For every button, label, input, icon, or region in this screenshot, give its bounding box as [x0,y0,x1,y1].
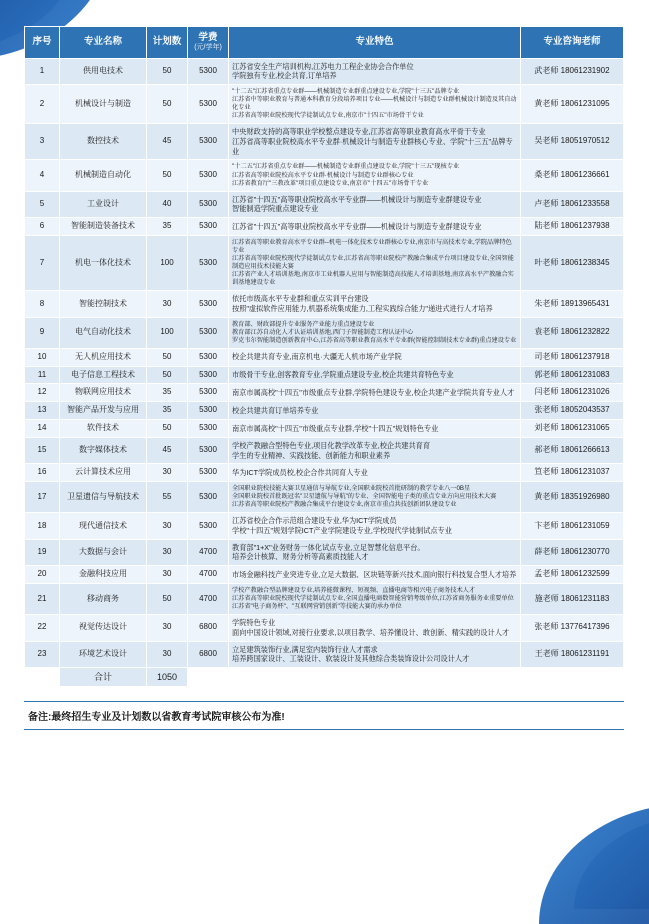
cell-major-feature [229,513,521,539]
cell-plan-count: 30 [147,513,188,539]
feature-line: 校企共建共育订单培养专业 [232,405,319,415]
cell-tuition-fee: 6800 [188,615,229,641]
cell-advisor-contact: 施老师 18061231183 [521,583,624,614]
cell-seq: 14 [25,420,60,438]
cell-advisor-contact: 朱老师 18913965431 [521,291,624,317]
table-row [25,539,624,565]
cell-tuition-fee: 5300 [188,85,229,124]
footer-note: 备注:最终招生专业及计划数以省教育考试院审核公布为准! [24,701,624,730]
cell-plan-count: 50 [147,348,188,366]
feature-line: 面向中国设计领域,对接行业要求,以项目教学、培养懂设计、敢创新、精实践的设计人才 [232,627,510,637]
total-label: 合计 [60,668,147,687]
feature-text-block [232,424,517,434]
cell-major-name: 移动商务 [60,583,147,614]
cell-tuition-fee: 5300 [188,366,229,384]
cell-major-feature [229,539,521,565]
feature-line: "十二五"江苏省重点专业群——机械制造专业群重点建设专业,学院"十三五"品牌专业 [232,88,460,96]
total-blank-cell [229,668,521,687]
feature-line: 学校产教融合型特色专业,项目化教学改革专业,校企共建共育育 [232,440,431,450]
feature-line: 江苏省高等职业院校现代学徒制试点专业,南京市"十四五"市场骨干专业 [232,112,424,120]
cell-major-name: 软件技术 [60,420,147,438]
cell-major-feature [229,366,521,384]
feature-text-block [232,222,517,232]
total-row [25,668,624,687]
cell-major-name: 电气自动化技术 [60,317,147,348]
cell-seq: 19 [25,539,60,565]
feature-line: "十二五"江苏省重点专业群——机械制造专业群重点建设专业,学院"十三五"现核专业 [232,163,460,171]
cell-major-name: 大数据与会计 [60,539,147,565]
feature-line: 南京市属高校"十四五"市级重点专业群,学校"十四五"规划特色专业 [232,423,439,433]
cell-plan-count: 35 [147,384,188,402]
table-row [25,366,624,384]
table-header [25,27,624,59]
feature-line: 江苏省"十四五"高等职业院校高水平专业群——机械设计与制造专业群建设专业 [232,194,482,204]
cell-major-feature [229,58,521,84]
column-header-teacher: 专业咨询老师 [521,27,624,59]
feature-text-block [232,645,517,664]
feature-text-block [232,587,517,611]
cell-advisor-contact: 叶老师 18061238345 [521,235,624,290]
feature-line: 江苏省"电子商务杯"、"互联网营销创新"等技能大赛的承办单位 [232,603,402,611]
feature-line: 教育部江苏自动化人才认证培训基地,西门子智能制造工程认证中心 [232,328,414,336]
feature-line: 学校"十四五"规划学院ICT产业学院建设专业,学校现代学徒制试点专业 [232,526,452,536]
cell-advisor-contact: 张老师 13776417396 [521,615,624,641]
cell-tuition-fee: 5300 [188,402,229,420]
feature-text-block [232,543,517,562]
feature-line: 依托市级高水平专业群和重点实训平台建设 [232,294,369,304]
cell-plan-count: 50 [147,160,188,191]
feature-text-block [232,127,517,156]
feature-text-block [232,239,517,287]
feature-line: 江苏省安全生产培训机构,江苏电力工程企业协会合作单位 [232,61,414,71]
cell-seq: 11 [25,366,60,384]
cell-advisor-contact: 闫老师 18061231026 [521,384,624,402]
table-row [25,218,624,236]
feature-text-block [232,62,517,81]
cell-seq: 10 [25,348,60,366]
feature-text-block [232,163,517,187]
cell-tuition-fee: 5300 [188,384,229,402]
cell-seq: 12 [25,384,60,402]
cell-major-name: 金融科技应用 [60,566,147,584]
cell-tuition-fee: 5300 [188,420,229,438]
cell-plan-count: 50 [147,58,188,84]
cell-tuition-fee: 5300 [188,291,229,317]
feature-line: 罗克韦尔智能制造创新教育中心,江苏省高等职业教育高水平专业群(智能控制制技术专业群)重点建设专业 [232,336,517,344]
cell-major-name: 工业设计 [60,191,147,217]
feature-line: 全国职业院校技能大赛卫星通信与导航专业,全国职业院校首批研制的教学专业八一0B星 [232,485,471,493]
cell-tuition-fee: 4700 [188,566,229,584]
feature-text-block [232,468,517,478]
feature-line: 中央财政支持的高等职业学校整点建设专业,江苏省高等职业教育高水平骨干专业 [232,127,486,137]
cell-major-feature [229,583,521,614]
cell-major-name: 智能控制技术 [60,291,147,317]
cell-major-name: 云计算技术应用 [60,464,147,482]
cell-major-feature [229,191,521,217]
feature-line: 江苏省高等职业院校高水平专业群·机械设计与制造专业群核心专业 [232,171,414,179]
cell-major-name: 物联网应用技术 [60,384,147,402]
table-row [25,641,624,667]
cell-plan-count: 30 [147,641,188,667]
cell-seq: 9 [25,317,60,348]
feature-line: 智能制造学院重点建设专业 [232,204,319,214]
feature-text-block [232,352,517,362]
cell-advisor-contact: 袁老师 18061232822 [521,317,624,348]
table-row [25,566,624,584]
cell-major-name: 机电一体化技术 [60,235,147,290]
feature-text-block [232,485,517,509]
feature-text-block [232,570,517,580]
feature-line: 江苏省"十四五"高等职业院校高水平专业群——机械设计与制造专业群建设专业 [232,221,482,231]
feature-line: 江苏省高等职业院校高水平专业群·机械设计与制造专业群核心专业、学院"十三五"品牌专业 [232,137,513,156]
column-header-name: 专业名称 [60,27,147,59]
feature-line: 江苏省高等职业院校产教融合集成平台建设专业,南京市重点共技创新团队建设专业 [232,501,457,509]
cell-major-feature [229,482,521,513]
cell-tuition-fee: 6800 [188,641,229,667]
cell-tuition-fee: 5300 [188,513,229,539]
cell-plan-count: 100 [147,235,188,290]
cell-major-name: 环境艺术设计 [60,641,147,667]
cell-plan-count: 30 [147,291,188,317]
page-content [24,26,624,730]
cell-seq: 3 [25,124,60,160]
cell-major-feature [229,317,521,348]
cell-tuition-fee: 5300 [188,482,229,513]
cell-tuition-fee: 5300 [188,348,229,366]
table-body [25,58,624,687]
column-header-seq: 序号 [25,27,60,59]
cell-seq: 20 [25,566,60,584]
cell-tuition-fee: 5300 [188,235,229,290]
table-row [25,482,624,513]
table-row [25,235,624,290]
cell-major-name: 电子信息工程技术 [60,366,147,384]
cell-advisor-contact: 薛老师 18061230770 [521,539,624,565]
cell-advisor-contact: 桑老师 18061236661 [521,160,624,191]
cell-major-feature [229,384,521,402]
cell-plan-count: 30 [147,539,188,565]
table-row [25,420,624,438]
cell-advisor-contact: 张老师 18052043537 [521,402,624,420]
table-row [25,160,624,191]
cell-plan-count: 50 [147,366,188,384]
table-row [25,384,624,402]
cell-major-name: 数控技术 [60,124,147,160]
feature-line: 江苏省教育厅"三教改革"项目重点建设专业,南京市"十四五"市场骨干专业 [232,179,429,187]
feature-line: 江苏省中等职业教育与普通本科教育分段培养项目专业——机械设计与制造专业群机械设计制造及其自动化专业 [232,96,517,112]
cell-major-feature [229,420,521,438]
feature-line: 江苏省高等职业院校现代学徒制试点专业,江苏省高等职业院校产教融合集成平台项目建设专业,全国智能制造应用技术技能大赛 [232,255,514,271]
total-blank-cell [25,668,60,687]
column-header-plan: 计划数 [147,27,188,59]
cell-plan-count: 35 [147,402,188,420]
cell-tuition-fee: 5300 [188,124,229,160]
table-row [25,317,624,348]
cell-tuition-fee: 4700 [188,583,229,614]
cell-seq: 16 [25,464,60,482]
feature-line: 江苏省产业人才培训基地,南京市工业机器人应用与智能制造高技能人才培训基地,南京高水平产教融合实训基地建设专业 [232,271,514,287]
cell-major-name: 视觉传达设计 [60,615,147,641]
feature-line: 南京市属高校"十四五"市级重点专业群,学院特色建设专业,校企共建产业学院共育专业人才 [232,388,515,398]
feature-text-block [232,88,517,120]
cell-advisor-contact: 刘老师 18061231065 [521,420,624,438]
feature-text-block [232,321,517,345]
cell-tuition-fee: 5300 [188,437,229,463]
cell-major-feature [229,641,521,667]
feature-line: 学校产教融合型品牌建设专业,培养能微课程、短视频、直播电商等相兴电子商务技术人才 [232,586,476,594]
cell-tuition-fee: 5300 [188,317,229,348]
cell-advisor-contact: 吴老师 18051970512 [521,124,624,160]
feature-text-block [232,516,517,535]
table-row [25,58,624,84]
feature-text-block [232,441,517,460]
cell-plan-count: 30 [147,615,188,641]
table-row [25,124,624,160]
table-row [25,85,624,124]
cell-plan-count: 45 [147,437,188,463]
feature-line: 学生的专业精神、实践技能、创新能力和职业素养 [232,450,391,460]
cell-major-name: 卫星遗信与导航技术 [60,482,147,513]
feature-line: 市级骨干专业,创客教育专业,学院重点建设专业,校企共建共育特色专业 [232,370,454,380]
cell-plan-count: 50 [147,85,188,124]
cell-advisor-contact: 陆老师 18061237938 [521,218,624,236]
cell-advisor-contact: 卢老师 18061233558 [521,191,624,217]
cell-major-feature [229,124,521,160]
cell-seq: 6 [25,218,60,236]
feature-line: 全国职业院校首批既冠名"卫星遗航与导航"的专业、全国智能电子类的重点专业方向应用技术大赛 [232,493,497,501]
cell-plan-count: 50 [147,583,188,614]
cell-plan-count: 45 [147,124,188,160]
feature-line: 按照"虚拟软件应用能力,机器系统集成能力,工程实践综合能力"递进式进行人才培养 [232,303,493,313]
cell-major-feature [229,437,521,463]
cell-advisor-contact: 卞老师 18061231059 [521,513,624,539]
cell-major-name: 无人机应用技术 [60,348,147,366]
feature-line: 培养会计核算、财务分析等高素质技能人才 [232,552,369,562]
table-row [25,291,624,317]
cell-major-feature [229,402,521,420]
table-row [25,348,624,366]
cell-tuition-fee: 5300 [188,191,229,217]
cell-plan-count: 30 [147,566,188,584]
table-row [25,615,624,641]
feature-line: 培养跨国家设计、工装设计、软装设计及其他综合类装饰设计公司设计人才 [232,654,470,664]
cell-plan-count: 40 [147,191,188,217]
cell-major-feature [229,218,521,236]
table-row [25,191,624,217]
column-header-fee-line1: 学费 [198,32,218,43]
cell-major-feature [229,160,521,191]
cell-advisor-contact: 司老师 18061237918 [521,348,624,366]
cell-major-name: 现代通信技术 [60,513,147,539]
feature-line: 学院独有专业,校企共育,订单培养 [232,71,337,81]
cell-major-name: 供用电技术 [60,58,147,84]
cell-advisor-contact: 郝老师 18061266613 [521,437,624,463]
cell-major-feature [229,291,521,317]
table-row [25,464,624,482]
feature-text-block [232,618,517,637]
table-row [25,583,624,614]
cell-major-name: 机械设计与制造 [60,85,147,124]
feature-text-block [232,195,517,214]
cell-major-name: 数字媒体技术 [60,437,147,463]
cell-tuition-fee: 5300 [188,464,229,482]
table-row [25,513,624,539]
feature-line: 教育部"1+X"业务财务一体化试点专业,立足智慧化信息平台。 [232,542,425,552]
cell-tuition-fee: 4700 [188,539,229,565]
column-header-fee [188,27,229,59]
cell-plan-count: 100 [147,317,188,348]
feature-line: 江苏省高等职业院校现代学徒制试点专业,全国直播电商数智能营销考级单位,江苏省商务服务业重要单位 [232,595,514,603]
cell-plan-count: 55 [147,482,188,513]
cell-seq: 7 [25,235,60,290]
feature-line: 华为ICT学院成员校,校企合作共同育人专业 [232,467,368,477]
cell-seq: 22 [25,615,60,641]
cell-seq: 18 [25,513,60,539]
table-row [25,437,624,463]
cell-seq: 4 [25,160,60,191]
cell-major-name: 智能产品开发与应用 [60,402,147,420]
feature-text-block [232,370,517,380]
cell-seq: 1 [25,58,60,84]
cell-major-name: 智能制造装备技术 [60,218,147,236]
feature-text-block [232,388,517,398]
cell-seq: 5 [25,191,60,217]
cell-advisor-contact: 王老师 18061231191 [521,641,624,667]
feature-text-block [232,294,517,313]
cell-tuition-fee: 5300 [188,58,229,84]
cell-plan-count: 50 [147,420,188,438]
cell-advisor-contact: 武老师 18061231902 [521,58,624,84]
column-header-feature: 专业特色 [229,27,521,59]
header-row [25,27,624,59]
feature-line: 江苏省校企合作示范组合建设专业,华为ICT学院成员 [232,516,397,526]
feature-line: 江苏省高等职业教育高水平专业群--机电一体化技术专业群核心专业,南京市与高技术专业,学院品牌特色专业 [232,238,512,254]
cell-advisor-contact: 黄老师 18351926980 [521,482,624,513]
cell-seq: 13 [25,402,60,420]
feature-line: 教育部、财政部提升专业服务产业能力重点建设专业 [232,320,375,328]
total-blank-cell [521,668,624,687]
total-blank-cell [188,668,229,687]
cell-seq: 21 [25,583,60,614]
cell-tuition-fee: 5300 [188,218,229,236]
feature-line: 市场金融科技产业突进专业,立足大数据、区块链等新兴技术,面向银行科技复合型人才培养 [232,569,517,579]
cell-seq: 23 [25,641,60,667]
feature-line: 学院特色专业 [232,618,276,628]
feature-line: 校企共建共育专业,南京机电·大疆无人机市场产业学院 [232,352,402,362]
cell-major-feature [229,464,521,482]
cell-plan-count: 35 [147,218,188,236]
cell-tuition-fee: 5300 [188,160,229,191]
cell-seq: 15 [25,437,60,463]
cell-seq: 17 [25,482,60,513]
total-value: 1050 [147,668,188,687]
cell-major-feature [229,348,521,366]
column-header-fee-line2: (元/学年) [194,43,222,51]
decorative-corner-bottom-right [539,804,649,924]
cell-advisor-contact: 郭老师 18061231083 [521,366,624,384]
cell-major-feature [229,615,521,641]
cell-advisor-contact: 黄老师 18061231095 [521,85,624,124]
cell-major-feature [229,85,521,124]
feature-text-block [232,406,517,416]
major-enrollment-table [24,26,624,687]
cell-major-feature [229,235,521,290]
cell-advisor-contact: 孟老师 18061232599 [521,566,624,584]
cell-plan-count: 30 [147,464,188,482]
cell-advisor-contact: 笪老师 18061231037 [521,464,624,482]
cell-seq: 8 [25,291,60,317]
table-row [25,402,624,420]
feature-line: 立足建筑装饰行业,满足室内装饰行业人才需求 [232,644,378,654]
cell-major-name: 机械制造自动化 [60,160,147,191]
cell-major-feature [229,566,521,584]
cell-seq: 2 [25,85,60,124]
